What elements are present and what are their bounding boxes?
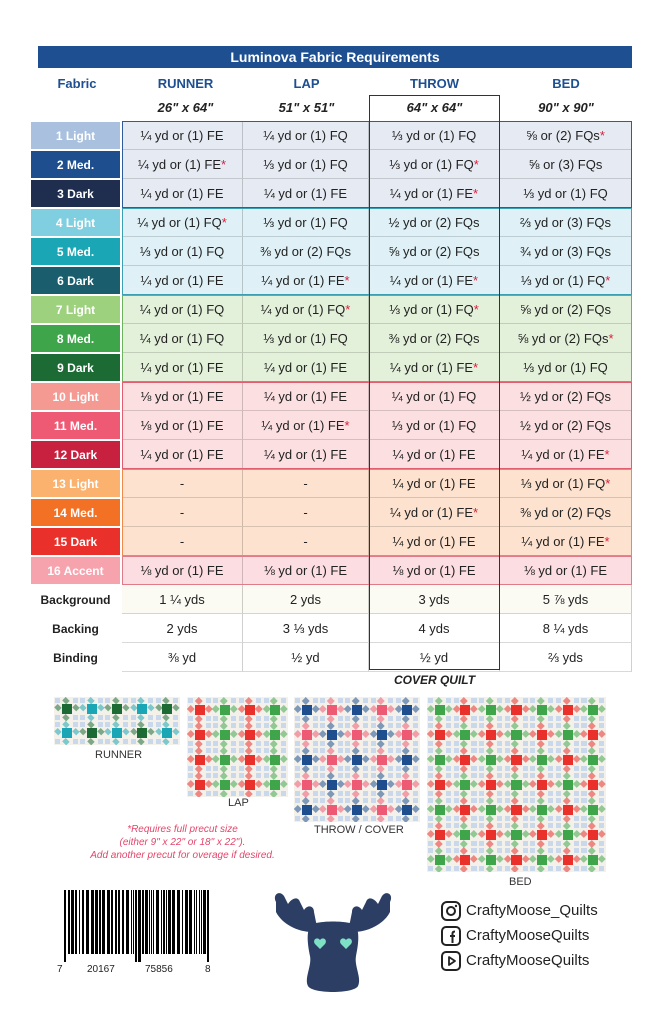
runner-cell [122, 237, 243, 266]
cell-value: ⅓ yd or (1) FQ [263, 330, 348, 346]
size-bed: 90" x 90" [538, 99, 594, 115]
cell-value: - [179, 533, 185, 549]
table-row [30, 150, 632, 179]
cell-value: ⅝ yd or (2) FQs [519, 301, 612, 317]
runner-quilt-image [54, 697, 180, 745]
throw-cell [369, 411, 500, 440]
throw-cell [369, 353, 500, 382]
cell-value: ⅛ yd or (1) FE [140, 562, 224, 578]
throw-cell [369, 324, 500, 353]
bed-cell [500, 179, 632, 208]
table-row [30, 643, 632, 672]
runner-cell [122, 469, 243, 498]
lap-cell [243, 237, 369, 266]
throw-cell [369, 179, 500, 208]
fabric-label: 3 Dark [31, 180, 120, 207]
cell-value: ⅜ yd [167, 649, 197, 665]
table-row [30, 382, 632, 411]
barcode-digits-right: 75856 [145, 964, 173, 975]
cell-value: ¾ yd or (3) FQs [519, 243, 612, 259]
precut-asterisk: * [345, 301, 351, 317]
cell-value: ¼ yd or (1) FE [389, 272, 473, 288]
lap-cell [243, 324, 369, 353]
throw-cell [369, 498, 500, 527]
cell-value: ¼ yd or (1) FE [392, 533, 476, 549]
lap-cell [243, 614, 369, 643]
cell-value: ⅓ yd or (1) FQ [520, 475, 606, 491]
facebook-link[interactable] [440, 923, 598, 948]
bed-cell [500, 237, 632, 266]
cell-value: - [303, 475, 308, 491]
precut-asterisk: * [599, 127, 605, 143]
table-row [30, 295, 632, 324]
throw-cell [369, 469, 500, 498]
runner-cell [122, 208, 243, 237]
cell-value: ⅔ yds [548, 649, 583, 665]
runner-cell [122, 382, 243, 411]
table-row [30, 324, 632, 353]
fabric-label: Background [40, 592, 111, 607]
header-fabric: Fabric [57, 75, 97, 91]
cell-value: ¼ yd or (1) FE [140, 127, 224, 143]
throw-cover-label: THROW / COVER [314, 824, 404, 836]
table-row [30, 237, 632, 266]
cell-value: ⅔ yd or (3) FQs [519, 214, 612, 230]
cell-value: ⅜ yd or (2) FQs [388, 330, 480, 346]
cell-value: ½ yd [419, 649, 449, 665]
fabric-label: 13 Light [31, 470, 120, 497]
runner-cell [122, 556, 243, 585]
lap-quilt-image [187, 697, 288, 797]
bed-cell [500, 266, 632, 295]
fabric-label: 2 Med. [31, 151, 120, 178]
cell-value: ¼ yd or (1) FE [263, 359, 348, 375]
cell-value: ⅓ yd or (1) FQ [523, 359, 608, 375]
cell-value: 2 yds [166, 620, 198, 636]
precut-asterisk: * [604, 446, 610, 462]
runner-cell [122, 353, 243, 382]
cell-value: ⅝ or (3) FQs [528, 156, 603, 172]
cell-value: ½ yd or (2) FQs [519, 417, 612, 433]
bed-cell [500, 411, 632, 440]
precut-asterisk: * [473, 359, 479, 375]
cell-value: ⅓ yd or (1) FQ [263, 156, 348, 172]
lap-label: LAP [228, 797, 249, 809]
precut-asterisk: * [604, 533, 610, 549]
fabric-label: Backing [52, 621, 99, 636]
cell-value: ¼ yd or (1) FQ [137, 214, 222, 230]
bed-cell [500, 295, 632, 324]
lap-cell [243, 266, 369, 295]
lap-cell [243, 150, 369, 179]
fabric-label: 9 Dark [31, 354, 120, 381]
size-row [38, 96, 632, 118]
runner-cell [122, 585, 243, 614]
cell-value: ¼ yd or (1) FE [389, 359, 473, 375]
lap-cell [243, 527, 369, 556]
lap-cell [243, 411, 369, 440]
table-row [30, 614, 632, 643]
runner-cell [122, 324, 243, 353]
cell-value: 4 yds [418, 620, 450, 636]
table-row [30, 469, 632, 498]
lap-cell [243, 585, 369, 614]
cell-value: ¼ yd or (1) FE [521, 533, 605, 549]
precut-note [80, 823, 285, 862]
bed-cell [500, 469, 632, 498]
lap-cell [243, 498, 369, 527]
runner-cell [122, 411, 243, 440]
runner-cell [122, 121, 243, 150]
cell-value: ⅛ yd or (1) FE [392, 562, 476, 578]
cell-value: ⅝ yd or (2) FQs [517, 330, 609, 346]
bed-cell [500, 121, 632, 150]
throw-cell [369, 208, 500, 237]
table-row [30, 527, 632, 556]
bed-label: BED [509, 876, 532, 888]
throw-cell [369, 237, 500, 266]
youtube-handle: CraftyMooseQuilts [466, 952, 590, 969]
cell-value: ⅛ yd or (1) FE [523, 562, 608, 578]
lap-cell [243, 121, 369, 150]
bed-cell [500, 643, 632, 672]
cell-value: 3 ⅓ yds [282, 620, 329, 636]
lap-cell [243, 382, 369, 411]
cell-value: ¼ yd or (1) FQ [139, 330, 225, 346]
precut-asterisk: * [221, 214, 227, 230]
table-row [30, 411, 632, 440]
bed-cell [500, 585, 632, 614]
instagram-icon [440, 900, 462, 922]
bed-cell [500, 527, 632, 556]
fabric-label: 14 Med. [31, 499, 120, 526]
cell-value: 3 yds [418, 591, 450, 607]
bed-cell [500, 556, 632, 585]
fabric-label: 15 Dark [31, 528, 120, 555]
cell-value: ¼ yd or (1) FE [263, 388, 348, 404]
table-row [30, 498, 632, 527]
bed-cell [500, 353, 632, 382]
cell-value: ⅛ yd or (1) FE [140, 417, 224, 433]
lap-cell [243, 179, 369, 208]
barcode-image [62, 890, 212, 962]
cell-value: ½ yd [291, 649, 320, 665]
precut-asterisk: * [605, 272, 611, 288]
cell-value: ⅓ yd or (1) FQ [520, 272, 606, 288]
throw-cell [369, 382, 500, 411]
bed-cell [500, 382, 632, 411]
precut-asterisk: * [221, 156, 227, 172]
cell-value: ⅓ yd or (1) FQ [391, 127, 477, 143]
cell-value: ⅓ yd or (1) FQ [389, 301, 474, 317]
cell-value: ⅜ yd or (2) FQs [259, 243, 352, 259]
cell-value: ½ yd or (2) FQs [519, 388, 612, 404]
table-row [30, 121, 632, 150]
cell-value: ½ yd or (2) FQs [388, 214, 480, 230]
cell-value: ¼ yd or (1) FE [392, 475, 476, 491]
barcode-digits [57, 964, 217, 978]
cell-value: - [303, 504, 308, 520]
barcode-digit-check: 8 [205, 964, 211, 975]
throw-quilt-image [294, 697, 420, 822]
bed-cell [500, 614, 632, 643]
size-runner: 26" x 64" [157, 99, 214, 115]
social-links [440, 898, 598, 973]
lap-cell [243, 556, 369, 585]
fabric-label: 5 Med. [31, 238, 120, 265]
size-lap: 51" x 51" [278, 99, 335, 115]
table-row [30, 266, 632, 295]
throw-cell [369, 150, 500, 179]
cell-value: ¼ yd or (1) FQ [260, 301, 346, 317]
precut-asterisk: * [344, 417, 350, 433]
bed-cell [500, 498, 632, 527]
cell-value: ⅝ or (2) FQs [526, 127, 600, 143]
throw-cell [369, 614, 500, 643]
precut-asterisk: * [473, 504, 479, 520]
cell-value: - [179, 504, 185, 520]
cell-value: ¼ yd or (1) FE [389, 504, 473, 520]
facebook-handle: CraftyMooseQuilts [466, 927, 590, 944]
throw-cell [369, 121, 500, 150]
header-throw: THROW [409, 75, 460, 91]
precut-asterisk: * [608, 330, 614, 346]
cell-value: ⅓ yd or (1) FQ [263, 214, 348, 230]
bed-cell [500, 208, 632, 237]
youtube-icon [440, 950, 462, 972]
cell-value: ¼ yd or (1) FQ [391, 388, 477, 404]
bed-cell [500, 440, 632, 469]
cell-value: ¼ yd or (1) FE [389, 185, 473, 201]
fabric-label: 6 Dark [31, 267, 120, 294]
youtube-link[interactable] [440, 948, 598, 973]
throw-cell [369, 266, 500, 295]
page-title: Luminova Fabric Requirements [38, 46, 632, 68]
moose-logo-icon [268, 890, 398, 996]
runner-cell [122, 150, 243, 179]
fabric-label: 11 Med. [31, 412, 120, 439]
runner-cell [122, 179, 243, 208]
precut-asterisk: * [344, 272, 350, 288]
note-line-2: (either 9" x 22" or 18" x 22"). [119, 837, 246, 848]
cell-value: ⅝ yd or (2) FQs [388, 243, 480, 259]
precut-asterisk: * [473, 185, 479, 201]
cell-value: ¼ yd or (1) FE [392, 446, 476, 462]
cell-value: ¼ yd or (1) FE [137, 156, 221, 172]
column-headers [38, 72, 632, 94]
lap-cell [243, 469, 369, 498]
runner-cell [122, 295, 243, 324]
note-line-1: *Requires full precut size [127, 824, 238, 835]
cell-value: ¼ yd or (1) FQ [139, 301, 225, 317]
bed-quilt-image [427, 697, 606, 872]
cell-value: ⅓ yd or (1) FQ [389, 156, 474, 172]
header-bed: BED [552, 75, 580, 91]
throw-cell [369, 295, 500, 324]
instagram-handle: CraftyMoose_Quilts [466, 902, 598, 919]
fabric-label: 16 Accent [31, 557, 120, 584]
table-row [30, 208, 632, 237]
lap-cell [243, 208, 369, 237]
barcode-digit-lead: 7 [57, 964, 63, 975]
cell-value: ¼ yd or (1) FE [140, 185, 224, 201]
lap-cell [243, 643, 369, 672]
cell-value: ⅛ yd or (1) FE [140, 388, 224, 404]
table-row [30, 585, 632, 614]
lap-cell [243, 353, 369, 382]
lap-cell [243, 440, 369, 469]
table-row [30, 353, 632, 382]
header-runner: RUNNER [157, 75, 214, 91]
cell-value: ¼ yd or (1) FE [261, 272, 345, 288]
size-throw: 64" x 64" [406, 99, 463, 115]
throw-cell [369, 440, 500, 469]
cell-value: 1 ¼ yds [159, 591, 205, 607]
cell-value: ¼ yd or (1) FE [261, 417, 345, 433]
throw-cell [369, 527, 500, 556]
throw-cell [369, 585, 500, 614]
runner-cell [122, 614, 243, 643]
cell-value: ¼ yd or (1) FE [140, 272, 224, 288]
precut-asterisk: * [473, 272, 479, 288]
cell-value: ¼ yd or (1) FE [521, 446, 605, 462]
cell-value: ⅓ yd or (1) FQ [391, 417, 477, 433]
cell-value: - [303, 533, 308, 549]
header-lap: LAP [293, 75, 320, 91]
cell-value: ⅛ yd or (1) FE [263, 562, 348, 578]
throw-cell [369, 643, 500, 672]
cell-value: ¼ yd or (1) FE [263, 185, 348, 201]
throw-cell [369, 556, 500, 585]
cell-value: ¼ yd or (1) FE [140, 446, 224, 462]
barcode-digits-left: 20167 [87, 964, 115, 975]
runner-label: RUNNER [95, 749, 143, 761]
cell-value: 5 ⅞ yds [542, 591, 589, 607]
fabric-label: Binding [53, 650, 98, 665]
fabric-label: 10 Light [31, 383, 120, 410]
precut-asterisk: * [605, 475, 611, 491]
fabric-label: 1 Light [31, 122, 120, 149]
cell-value: ¼ yd or (1) FE [263, 446, 348, 462]
cover-quilt-label: COVER QUILT [393, 673, 476, 687]
table-row [30, 440, 632, 469]
fabric-label: 8 Med. [31, 325, 120, 352]
facebook-icon [440, 925, 462, 947]
table-row [30, 179, 632, 208]
cell-value: ⅓ yd or (1) FQ [523, 185, 608, 201]
runner-cell [122, 266, 243, 295]
runner-cell [122, 440, 243, 469]
cell-value: 8 ¼ yds [542, 620, 589, 636]
instagram-link[interactable] [440, 898, 598, 923]
bed-cell [500, 324, 632, 353]
table-row [30, 556, 632, 585]
cell-value: ⅓ yd or (1) FQ [139, 243, 225, 259]
runner-cell [122, 527, 243, 556]
cell-value: 2 yds [289, 591, 322, 607]
runner-cell [122, 498, 243, 527]
note-line-3: Add another precut for overage if desired. [90, 850, 275, 861]
bed-cell [500, 150, 632, 179]
fabric-label: 12 Dark [31, 441, 120, 468]
precut-asterisk: * [473, 301, 479, 317]
runner-cell [122, 643, 243, 672]
cell-value: - [179, 475, 185, 491]
cell-value: ¼ yd or (1) FE [140, 359, 224, 375]
fabric-label: 4 Light [31, 209, 120, 236]
fabric-label: 7 Light [31, 296, 120, 323]
lap-cell [243, 295, 369, 324]
cell-value: ¼ yd or (1) FQ [263, 127, 348, 143]
precut-asterisk: * [473, 156, 479, 172]
cell-value: ⅜ yd or (2) FQs [519, 504, 612, 520]
